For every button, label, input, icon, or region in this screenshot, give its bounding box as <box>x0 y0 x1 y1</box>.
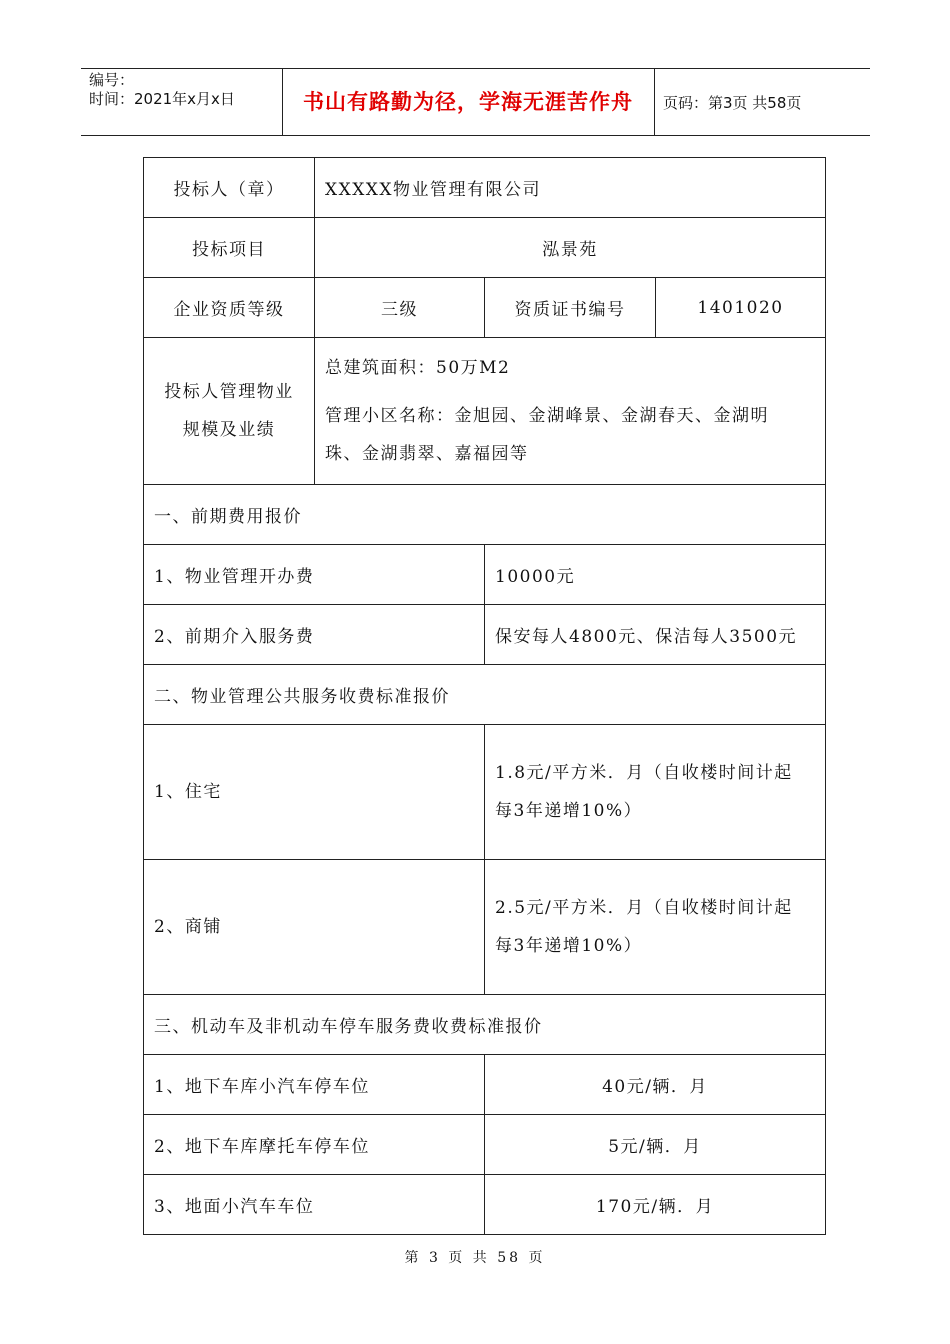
section-title-parking: 三、机动车及非机动车停车服务费收费标准报价 <box>144 995 826 1055</box>
qualification-level-value: 三级 <box>315 278 485 338</box>
section-title-public-service: 二、物业管理公共服务收费标准报价 <box>144 665 826 725</box>
bid-form-table <box>143 157 826 1235</box>
doc-number-label: 编号： <box>89 71 135 89</box>
section-row <box>144 485 826 545</box>
table-row <box>144 725 826 860</box>
header-motto: 书山有路勤为径，学海无涯苦作舟 <box>303 90 633 114</box>
bidder-value: XXXXX物业管理有限公司 <box>315 158 826 218</box>
certificate-number-value: 1401020 <box>656 278 826 338</box>
section-title-preliminary-fees: 一、前期费用报价 <box>144 485 826 545</box>
shop-price-line: 2.5元/平方米．月（自收楼时间计起 <box>495 898 793 918</box>
total-area-text: 总建筑面积：50万M2 <box>325 358 511 378</box>
startup-fee-value: 10000元 <box>485 545 826 605</box>
shop-label: 2、商铺 <box>144 860 485 995</box>
table-row <box>144 158 826 218</box>
residential-price-line: 每3年递增10%） <box>495 801 643 821</box>
management-scale-value <box>315 338 826 485</box>
managed-communities-text-cont: 珠、金湖翡翠、嘉福园等 <box>325 444 529 464</box>
underground-motorcycle-parking-value: 5元/辆．月 <box>485 1115 826 1175</box>
section-row <box>144 995 826 1055</box>
header-bottom-border <box>81 135 870 136</box>
qualification-level-label: 企业资质等级 <box>144 278 315 338</box>
section-row <box>144 665 826 725</box>
underground-car-parking-value: 40元/辆．月 <box>485 1055 826 1115</box>
early-service-fee-value: 保安每人4800元、保洁每人3500元 <box>485 605 826 665</box>
residential-value <box>485 725 826 860</box>
management-scale-label-line: 规模及业绩 <box>182 420 276 440</box>
residential-price-line: 1.8元/平方米．月（自收楼时间计起 <box>495 763 793 783</box>
residential-label: 1、住宅 <box>144 725 485 860</box>
early-service-fee-label: 2、前期介入服务费 <box>144 605 485 665</box>
table-row <box>144 545 826 605</box>
underground-motorcycle-parking-label: 2、地下车库摩托车停车位 <box>144 1115 485 1175</box>
table-row <box>144 218 826 278</box>
startup-fee-label: 1、物业管理开办费 <box>144 545 485 605</box>
ground-car-parking-label: 3、地面小汽车车位 <box>144 1175 485 1235</box>
doc-time-label: 时间：2021年x月x日 <box>89 90 235 108</box>
certificate-number-label: 资质证书编号 <box>485 278 656 338</box>
underground-car-parking-label: 1、地下车库小汽车停车位 <box>144 1055 485 1115</box>
table-row <box>144 1175 826 1235</box>
shop-price-line: 每3年递增10%） <box>495 936 643 956</box>
table-row <box>144 338 826 485</box>
table-row <box>144 1115 826 1175</box>
project-label: 投标项目 <box>144 218 315 278</box>
shop-value <box>485 860 826 995</box>
header-divider-right <box>654 68 655 136</box>
management-scale-label <box>144 338 315 485</box>
project-value: 泓景苑 <box>315 218 826 278</box>
table-row <box>144 605 826 665</box>
table-row <box>144 278 826 338</box>
table-row <box>144 860 826 995</box>
ground-car-parking-value: 170元/辆．月 <box>485 1175 826 1235</box>
header-top-border <box>81 68 870 69</box>
table-row <box>144 1055 826 1115</box>
managed-communities-text: 管理小区名称：金旭园、金湖峰景、金湖春天、金湖明 <box>325 406 769 426</box>
page-footer: 第 3 页 共 58 页 <box>404 1250 546 1266</box>
management-scale-label-line: 投标人管理物业 <box>164 382 294 402</box>
bidder-label: 投标人（章） <box>144 158 315 218</box>
header-page-label: 页码：第3页 共58页 <box>663 94 802 112</box>
